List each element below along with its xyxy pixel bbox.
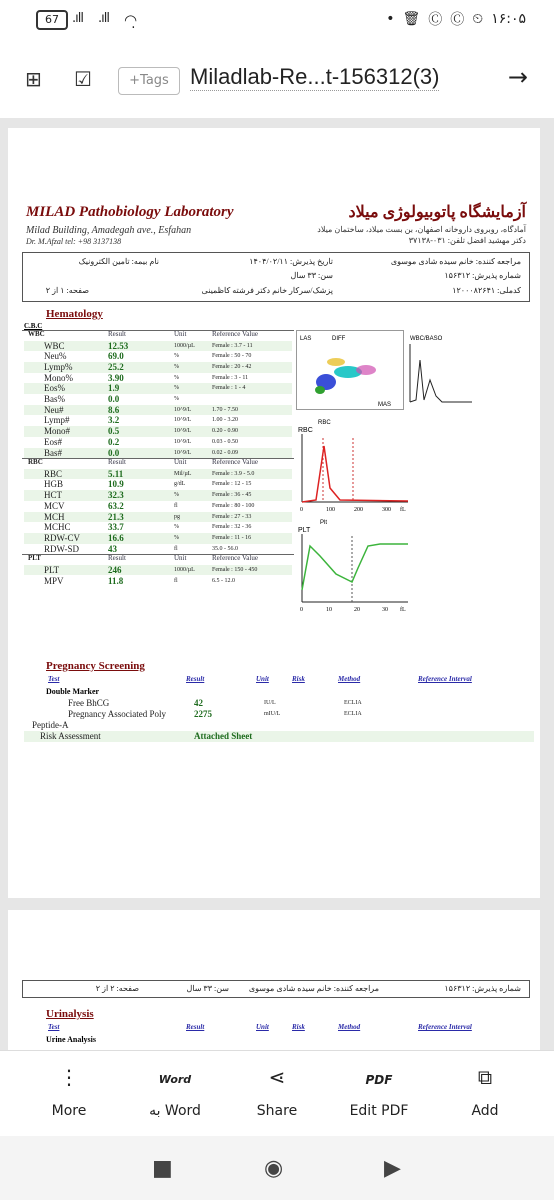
page2-reception-no: شماره پذیرش: ۱۵۶۳۱۲ xyxy=(444,984,521,993)
hema-cell-result: 25.2 xyxy=(108,361,124,372)
hema-group-header xyxy=(24,330,292,341)
diff-label-las: LAS xyxy=(300,336,312,342)
word-icon: Word xyxy=(158,1073,192,1086)
hema-cell-unit: 10^9/L xyxy=(174,438,192,445)
hema-cell-test: Mono# xyxy=(44,426,71,437)
hema-cell-ref: Female : 80 - 100 xyxy=(212,502,255,509)
add-button[interactable] xyxy=(440,1065,530,1119)
baso-curve xyxy=(410,360,472,402)
alarm-icon: ⏲ xyxy=(472,11,484,27)
system-nav-bar xyxy=(0,1136,554,1200)
diff-label-diff: DIFF xyxy=(332,336,346,342)
share-button[interactable] xyxy=(232,1065,322,1119)
hema-row xyxy=(24,512,292,523)
hema-cell-ref: 0.02 - 0.09 xyxy=(212,449,238,456)
hema-cell-test: Eos# xyxy=(44,436,62,447)
patient-info-box xyxy=(22,252,530,302)
signal-icon-2: .ıll xyxy=(98,11,109,26)
wifi-icon: ◠̣ xyxy=(124,11,137,29)
lab-address-fa: آمادگاه، روبروی داروخانه اصفهان، بن بست میلاد، ساختمان میلاد xyxy=(317,225,526,234)
hema-cell-result: 11.8 xyxy=(108,575,124,586)
hema-cell-result: 8.6 xyxy=(108,404,120,415)
uri-col-test: Test xyxy=(48,1023,60,1031)
hema-cell-unit: % xyxy=(174,374,179,381)
add-label: Add xyxy=(471,1103,499,1119)
hema-divider xyxy=(22,554,294,555)
hema-row xyxy=(24,501,292,512)
hema-row xyxy=(24,405,292,416)
hema-cell-unit: Mil/µL xyxy=(174,470,192,477)
hema-header-name: RBC xyxy=(28,458,43,467)
pregnancy-cell-test: Peptide-A xyxy=(32,720,69,730)
hema-row xyxy=(24,576,292,587)
bottom-action-bar xyxy=(0,1050,554,1137)
hema-cell-ref: 35.0 - 56.0 xyxy=(212,545,238,552)
pdf-viewer[interactable] xyxy=(0,118,554,1050)
hema-divider xyxy=(22,330,294,331)
trash-icon: 🗑 xyxy=(402,11,421,27)
page2-patient-box xyxy=(22,980,530,998)
uri-col-risk: Risk xyxy=(292,1023,305,1031)
hema-row xyxy=(24,373,292,384)
hema-cell-test: RDW-SD xyxy=(44,543,80,554)
rbc-tick-200: 200 xyxy=(354,507,363,513)
hema-cell-result: 16.6 xyxy=(108,532,124,543)
preg-col-result: Result xyxy=(186,675,205,683)
hema-cell-unit: g/dL xyxy=(174,481,186,488)
lab-contact-fa: دکتر مهشید افضل تلفن: ۰۳۱-۳۷۱۳۸ xyxy=(408,236,526,245)
lab-contact-en: Dr. M.Afzal tel: +98 3137138 xyxy=(26,237,122,246)
hema-cell-test: Mono% xyxy=(44,372,73,383)
signal-icon: .ıll xyxy=(72,11,83,26)
hema-cell-ref: Female : 150 - 450 xyxy=(212,566,258,573)
hema-cell-result: 1.9 xyxy=(108,383,120,394)
rbc-tick-100: 100 xyxy=(326,507,335,513)
hema-cell-unit: % xyxy=(174,353,179,360)
rbc-title: RBC xyxy=(318,420,331,426)
hema-cell-ref: Female : 32 - 36 xyxy=(212,524,252,531)
hema-cell-ref: 0.03 - 0.50 xyxy=(212,438,238,445)
hema-cell-test: RBC xyxy=(44,468,63,479)
lab-name-fa: آزمایشگاه پاتوبیولوژی میلاد xyxy=(348,204,526,221)
hema-cell-result: 3.90 xyxy=(108,372,124,383)
hema-cell-test: Bas# xyxy=(44,447,62,458)
pdf-icon: PDF xyxy=(365,1073,393,1087)
preg-col-method: Method xyxy=(338,675,361,683)
hema-cell-result: 32.3 xyxy=(108,490,124,501)
hema-cell-result: 0.0 xyxy=(108,394,120,404)
pregnancy-cell-result: Attached Sheet xyxy=(194,731,253,741)
diff-label-mas: MAS xyxy=(378,402,392,408)
hema-cell-unit: 10^9/L xyxy=(174,417,192,424)
plt-title: Plt xyxy=(320,520,328,526)
hema-row xyxy=(24,448,292,459)
share-icon: ⋖ xyxy=(268,1065,286,1089)
hema-header-unit: Unit xyxy=(174,554,187,563)
hema-header-result: Result xyxy=(108,554,126,563)
hema-cell-ref: Female : 27 - 33 xyxy=(212,513,252,520)
hema-row xyxy=(24,522,292,533)
hema-cell-unit: % xyxy=(174,363,179,370)
hema-cell-result: 63.2 xyxy=(108,500,124,511)
pregnancy-cell-method: ECLIA xyxy=(344,700,362,706)
hematology-title: Hematology xyxy=(46,308,103,320)
pdf-page-2 xyxy=(8,910,540,1050)
hema-cell-ref: Female : 3.9 - 5.0 xyxy=(212,470,255,477)
hema-cell-unit: % xyxy=(174,524,179,531)
to-word-label: به Word xyxy=(149,1103,201,1119)
grid-icon[interactable]: ⊞ xyxy=(25,67,42,91)
hema-cell-test: Neu% xyxy=(44,351,67,362)
hema-cell-result: 0.5 xyxy=(108,426,120,437)
lab-address-en: Milad Building, Amadegah ave., Esfahan xyxy=(26,225,192,236)
hema-group-header xyxy=(24,554,292,565)
cbc-label: C.B.C xyxy=(24,322,43,330)
plt-histogram xyxy=(296,516,416,616)
hema-cell-unit: fl xyxy=(174,502,178,509)
hema-cell-test: Lymp# xyxy=(44,415,70,426)
double-marker-label: Double Marker xyxy=(46,687,100,696)
pdf-page-1 xyxy=(8,128,540,898)
hema-cell-result: 10.9 xyxy=(108,479,124,490)
hema-cell-unit: pg xyxy=(174,513,180,520)
pregnancy-cell-test: Pregnancy Associated Poly xyxy=(68,709,166,719)
hema-row xyxy=(24,394,292,405)
more-vert-icon: ⋮ xyxy=(59,1065,79,1089)
hema-cell-test: Lymp% xyxy=(44,361,73,372)
hema-cell-unit: % xyxy=(174,492,179,499)
hema-header-ref: Reference Value xyxy=(212,554,258,563)
hema-row xyxy=(24,565,292,576)
hema-cell-ref: Female : 3 - 11 xyxy=(212,374,249,381)
dot-icon: • xyxy=(386,11,395,27)
lab-name-en: MILAD Pathobiology Laboratory xyxy=(26,204,234,220)
battery-icon: 67 xyxy=(36,10,68,30)
pregnancy-cell-test: Free BhCG xyxy=(68,698,110,708)
plt-tick-0: 0 xyxy=(300,607,303,613)
page2-page: صفحه: ۲ از ۲ xyxy=(95,984,139,993)
pregnancy-cell-result: 42 xyxy=(194,698,203,708)
arrow-right-icon[interactable]: → xyxy=(507,63,528,91)
hema-row xyxy=(24,544,292,555)
hema-cell-result: 3.2 xyxy=(108,415,120,426)
hema-row xyxy=(24,437,292,448)
home-icon[interactable]: ◉ xyxy=(264,1156,284,1181)
patient-page: صفحه: ۱ از ۲ xyxy=(45,286,89,295)
hema-divider xyxy=(22,458,294,459)
rbc-tick-300: 300 xyxy=(382,507,391,513)
uri-col-method: Method xyxy=(338,1023,361,1031)
hema-header-unit: Unit xyxy=(174,458,187,467)
preg-col-risk: Risk xyxy=(292,675,305,683)
plt-tick-30: 30 xyxy=(382,607,388,613)
hema-cell-unit: 10^9/L xyxy=(174,449,192,456)
patient-reception-date: تاریخ پذیرش: ۱۴۰۴/۰۲/۱۱ xyxy=(249,257,333,266)
pregnancy-row xyxy=(24,709,534,720)
hema-cell-test: Bas% xyxy=(44,394,65,404)
share-label: Share xyxy=(256,1103,298,1119)
hema-header-name: WBC xyxy=(28,330,45,338)
hema-cell-unit: fl xyxy=(174,577,178,584)
pregnancy-row xyxy=(24,698,534,709)
checkbox-icon[interactable]: ☑ xyxy=(74,67,92,91)
uri-col-unit: Unit xyxy=(256,1023,269,1031)
page2-age: سن: ۳۳ سال xyxy=(186,984,229,993)
document-title[interactable]: Miladlab-Re...t-156312(3) xyxy=(190,64,440,89)
hema-cell-result: 12.53 xyxy=(108,340,129,351)
hema-cell-unit: 10^9/L xyxy=(174,406,192,413)
uri-col-result: Result xyxy=(186,1023,205,1031)
diff-cluster-eos xyxy=(356,365,376,375)
plt-tick-10: 10 xyxy=(326,607,332,613)
hema-cell-unit: % xyxy=(174,534,179,541)
hema-header-result: Result xyxy=(108,330,126,338)
plt-tick-20: 20 xyxy=(354,607,360,613)
plt-axis-label: PLT xyxy=(298,527,311,534)
hema-row xyxy=(24,415,292,426)
hema-cell-ref: 1.00 - 3.20 xyxy=(212,417,238,424)
hema-header-unit: Unit xyxy=(174,330,187,338)
hema-cell-test: MCHC xyxy=(44,522,71,533)
hema-cell-result: 5.11 xyxy=(108,468,124,479)
hema-cell-unit: 1000/µL xyxy=(174,566,195,573)
hema-cell-ref: Female : 50 - 70 xyxy=(212,353,252,360)
tags-button[interactable]: +Tags xyxy=(118,67,180,95)
hema-header-ref: Reference Value xyxy=(212,330,258,338)
patient-insurance: نام بیمه: تامین الکترونیک xyxy=(78,257,159,266)
page2-referrer: مراجعه کننده: خانم سیده شادی موسوی xyxy=(248,984,379,993)
hema-cell-ref: Female : 36 - 45 xyxy=(212,492,252,499)
uri-col-reference: Reference Interval xyxy=(418,1023,472,1031)
top-toolbar xyxy=(0,55,554,105)
plt-curve xyxy=(302,544,408,590)
hema-cell-test: HGB xyxy=(44,479,64,490)
hema-cell-test: MPV xyxy=(44,575,64,586)
hema-cell-test: MCH xyxy=(44,511,65,522)
hema-cell-unit: % xyxy=(174,385,179,392)
diff-cluster-mono xyxy=(315,386,325,394)
rbc-curve xyxy=(302,446,408,502)
plt-tick-fl: fL xyxy=(400,607,406,613)
hema-cell-ref: Female : 20 - 42 xyxy=(212,363,252,370)
rbc-tick-fl: fL xyxy=(400,507,406,513)
add-photo-icon: ⧉ xyxy=(477,1065,493,1089)
pregnancy-row xyxy=(24,720,534,731)
hema-cell-result: 69.0 xyxy=(108,351,124,362)
preg-col-reference: Reference Interval xyxy=(418,675,472,683)
hema-cell-unit: 1000/µL xyxy=(174,342,195,349)
diff-scatter-chart xyxy=(296,330,404,410)
hema-cell-ref: Female : 3.7 - 11 xyxy=(212,342,253,349)
hema-row xyxy=(24,469,292,480)
hema-row xyxy=(24,341,292,352)
urinalysis-title: Urinalysis xyxy=(46,1008,94,1020)
hema-cell-test: MCV xyxy=(44,500,65,511)
pregnancy-cell-result: 2275 xyxy=(194,709,212,719)
hema-cell-ref: 6.5 - 12.0 xyxy=(212,577,235,584)
hema-row xyxy=(24,362,292,373)
hema-cell-unit: 10^9/L xyxy=(174,428,192,435)
rbc-histogram xyxy=(296,416,416,516)
status-bar xyxy=(0,0,554,40)
hema-row xyxy=(24,426,292,437)
hema-row xyxy=(24,351,292,362)
hema-header-ref: Reference Value xyxy=(212,458,258,467)
hema-cell-unit: fl xyxy=(174,545,178,552)
baso-label: WBC/BASO xyxy=(410,336,443,342)
hema-cell-test: PLT xyxy=(44,564,60,575)
preg-col-unit: Unit xyxy=(256,675,269,683)
hema-cell-result: 0.0 xyxy=(108,447,120,458)
hema-cell-ref: 1.70 - 7.50 xyxy=(212,406,238,413)
hema-cell-test: Eos% xyxy=(44,383,65,394)
hema-cell-result: 21.3 xyxy=(108,511,124,522)
preg-col-test: Test xyxy=(48,675,60,683)
hema-row xyxy=(24,533,292,544)
hema-cell-test: Neu# xyxy=(44,404,64,415)
rbc-tick-0: 0 xyxy=(300,507,303,513)
hema-cell-result: 246 xyxy=(108,564,122,575)
pregnancy-cell-method: ECLIA xyxy=(344,711,362,717)
edit-pdf-label: Edit PDF xyxy=(349,1103,409,1119)
diff-cluster-baso xyxy=(327,358,345,366)
urine-analysis-label: Urine Analysis xyxy=(46,1035,97,1044)
clock: ۱۶:۰۵ xyxy=(491,11,526,27)
hema-cell-test: RDW-CV xyxy=(44,532,80,543)
to-word-button[interactable] xyxy=(130,1065,220,1119)
pregnancy-cell-unit: IU/L xyxy=(264,700,276,706)
patient-doctor: پزشک/سرکار خانم دکتر فرشته کاظمینی xyxy=(201,286,333,295)
back-icon[interactable]: ▶ xyxy=(384,1156,401,1181)
patient-code: کدملی: ۱۲۰۰۰۸۲۶۴۱ xyxy=(452,286,521,295)
hema-cell-test: HCT xyxy=(44,490,62,501)
pregnancy-title: Pregnancy Screening xyxy=(46,660,145,672)
baso-histogram xyxy=(406,330,476,410)
hema-cell-ref: Female : 12 - 15 xyxy=(212,481,252,488)
hema-row xyxy=(24,383,292,394)
hema-row xyxy=(24,479,292,490)
hema-cell-result: 43 xyxy=(108,543,117,554)
patient-age: سن: ۳۳ سال xyxy=(290,271,333,280)
pregnancy-cell-unit: mIU/L xyxy=(264,711,281,717)
hema-cell-ref: 0.20 - 0.90 xyxy=(212,428,238,435)
pregnancy-row xyxy=(24,731,534,742)
hema-cell-ref: Female : 11 - 16 xyxy=(212,534,252,541)
hema-cell-unit: % xyxy=(174,396,179,402)
edit-pdf-button[interactable] xyxy=(334,1065,424,1119)
rbc-axis-label: RBC xyxy=(298,427,313,434)
hema-cell-ref: Female : 1 - 4 xyxy=(212,385,246,392)
hema-cell-result: 0.2 xyxy=(108,436,120,447)
app-icon-2: Ⓒ xyxy=(450,12,465,28)
hema-header-result: Result xyxy=(108,458,126,467)
hema-row xyxy=(24,490,292,501)
more-label: More xyxy=(51,1103,87,1119)
hema-group-header xyxy=(24,458,292,469)
hema-cell-result: 33.7 xyxy=(108,522,124,533)
patient-reception-no: شماره پذیرش: ۱۵۶۳۱۲ xyxy=(444,271,521,280)
pregnancy-cell-test: Risk Assessment xyxy=(40,731,101,741)
more-button[interactable] xyxy=(24,1065,114,1119)
hema-header-name: PLT xyxy=(28,554,41,563)
hema-cell-test: WBC xyxy=(44,340,65,351)
recents-icon[interactable]: ■ xyxy=(152,1156,173,1181)
patient-referrer: مراجعه کننده: خانم سیده شادی موسوی xyxy=(390,257,521,266)
app-icon: Ⓒ xyxy=(428,12,443,28)
